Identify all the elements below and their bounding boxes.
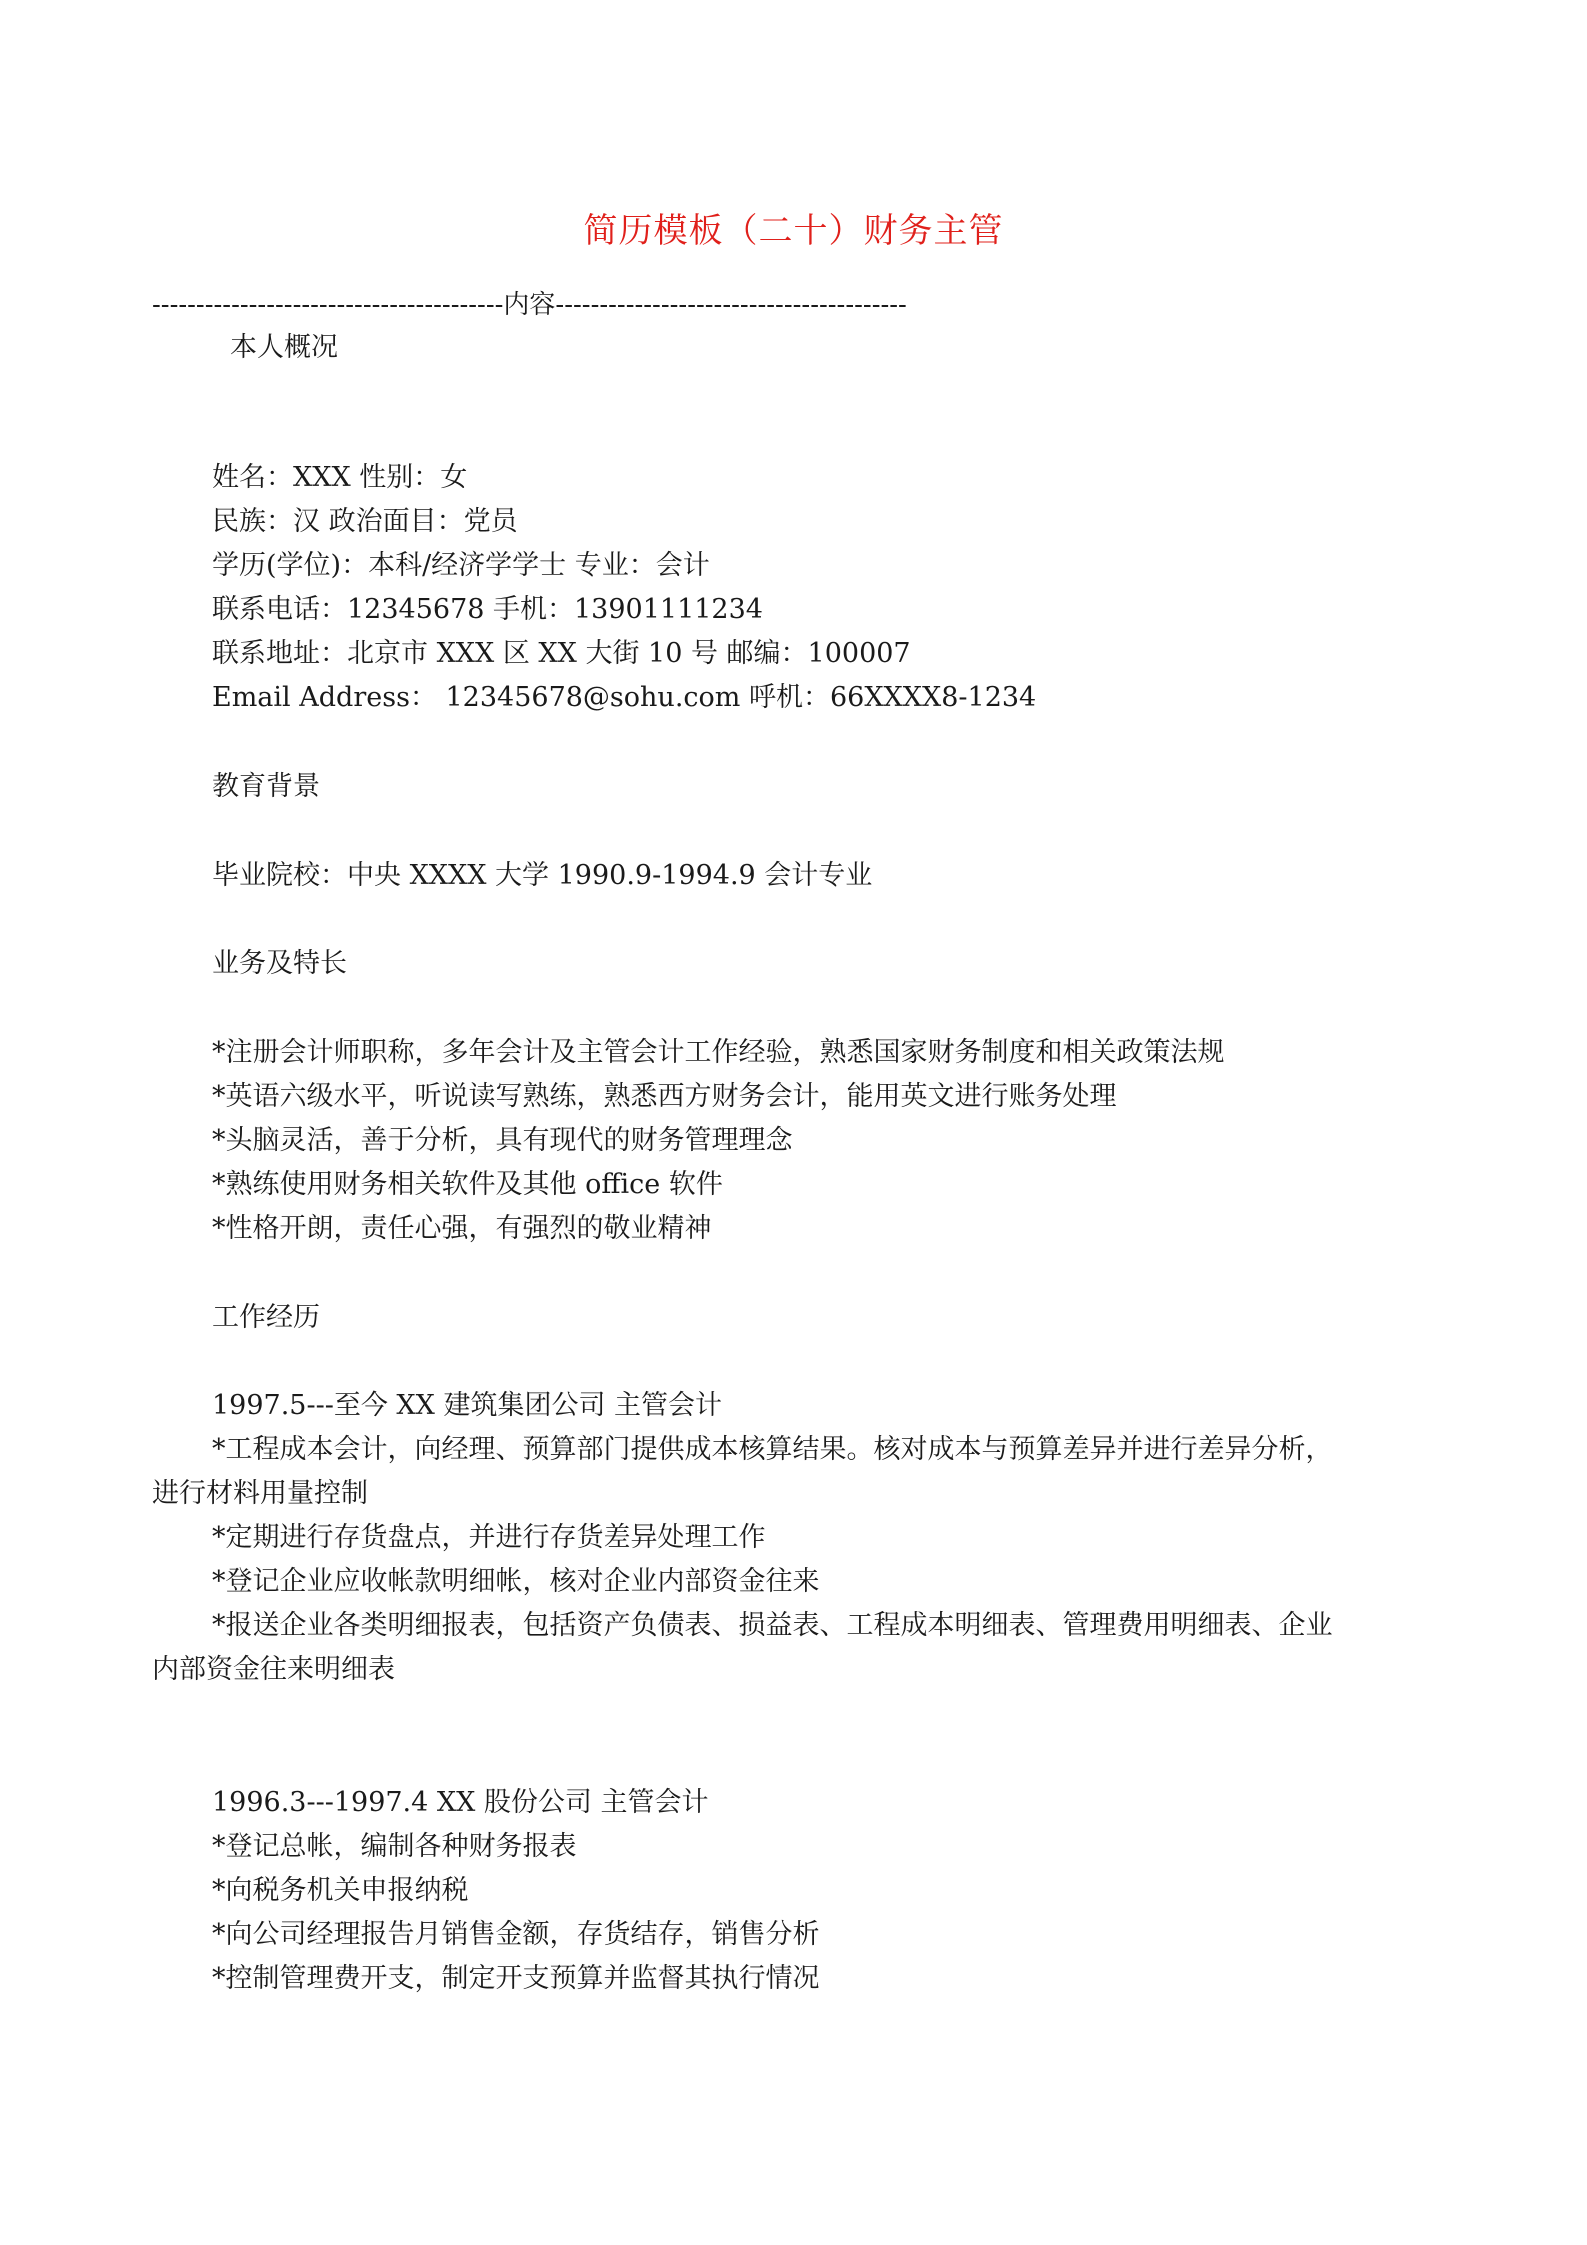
job1-item: *报送企业各类明细报表，包括资产负债表、损益表、工程成本明细表、管理费用明细表、企业 — [212, 1610, 1333, 1641]
job2-item: *控制管理费开支，制定开支预算并监督其执行情况 — [212, 1963, 820, 1994]
skills-item: *注册会计师职称，多年会计及主管会计工作经验，熟悉国家财务制度和相关政策法规 — [212, 1037, 1225, 1068]
work-heading: 工作经历 — [212, 1302, 320, 1333]
divider-label: 内容 — [503, 290, 556, 320]
skills-item: *头脑灵活，善于分析，具有现代的财务管理理念 — [212, 1125, 793, 1156]
skills-item: *英语六级水平，听说读写熟练，熟悉西方财务会计，能用英文进行账务处理 — [212, 1081, 1117, 1112]
job1-item: *登记企业应收帐款明细帐，核对企业内部资金往来 — [212, 1566, 820, 1597]
profile-line-address: 联系地址：北京市 XXX 区 XX 大街 10 号 邮编：100007 — [212, 638, 911, 669]
job1-item: *定期进行存货盘点，并进行存货差异处理工作 — [212, 1522, 766, 1553]
skills-heading: 业务及特长 — [212, 948, 347, 979]
skills-item: *性格开朗，责任心强，有强烈的敬业精神 — [212, 1213, 712, 1244]
job2-header: 1996.3---1997.4 XX 股份公司 主管会计 — [212, 1787, 709, 1818]
profile-heading: 本人概况 — [230, 332, 338, 363]
job1-item: *工程成本会计，向经理、预算部门提供成本核算结果。核对成本与预算差异并进行差异分析， — [212, 1434, 1333, 1465]
profile-line-phone: 联系电话：12345678 手机：13901111234 — [212, 594, 763, 625]
profile-line-ethnicity: 民族：汉 政治面目：党员 — [212, 506, 518, 537]
document-title: 简历模板（二十）财务主管 — [583, 211, 1004, 251]
job2-item: *向税务机关申报纳税 — [212, 1875, 469, 1906]
skills-item: *熟练使用财务相关软件及其他 office 软件 — [212, 1169, 723, 1200]
profile-line-email: Email Address： 12345678@sohu.com 呼机：66XXXX8-1234 — [212, 682, 1037, 713]
job1-item-continuation: 内部资金往来明细表 — [152, 1654, 395, 1685]
content-divider — [152, 285, 907, 325]
job2-item: *登记总帐，编制各种财务报表 — [212, 1831, 577, 1862]
education-line: 毕业院校：中央 XXXX 大学 1990.9-1994.9 会计专业 — [212, 860, 873, 891]
job1-header: 1997.5---至今 XX 建筑集团公司 主管会计 — [212, 1390, 723, 1421]
profile-line-name: 姓名：XXX 性别：女 — [212, 462, 468, 493]
education-heading: 教育背景 — [212, 771, 320, 802]
profile-line-education: 学历(学位)：本科/经济学学士 专业：会计 — [212, 550, 710, 581]
job2-item: *向公司经理报告月销售金额，存货结存，销售分析 — [212, 1919, 820, 1950]
divider-right-dashes: ---------------------------------------- — [555, 290, 907, 320]
divider-left-dashes: ---------------------------------------- — [152, 290, 504, 320]
job1-item-continuation: 进行材料用量控制 — [152, 1478, 368, 1509]
